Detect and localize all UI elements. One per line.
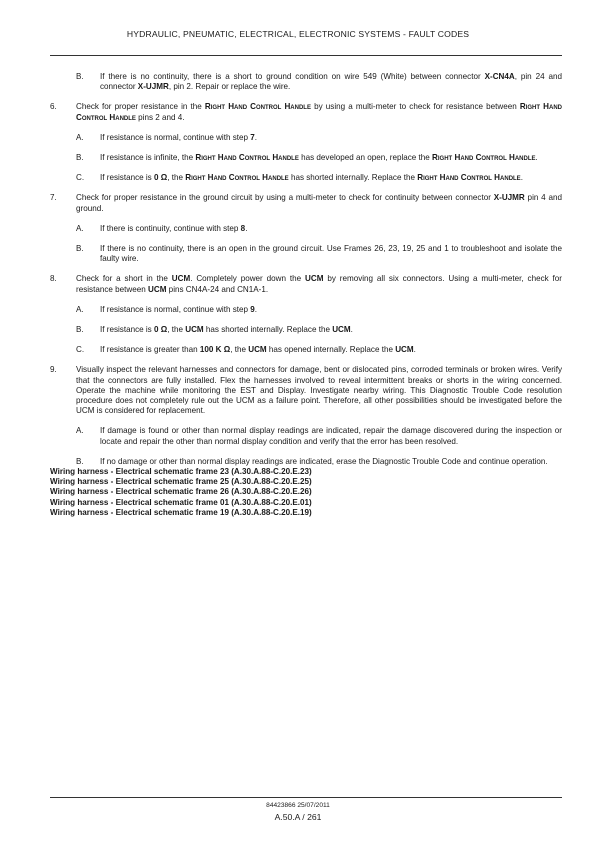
page-header: HYDRAULIC, PNEUMATIC, ELECTRICAL, ELECTRONIC SYSTEMS - FAULT CODES xyxy=(126,29,470,39)
substep-b-continuation xyxy=(50,72,562,92)
substep-letter: B. xyxy=(76,72,84,81)
step-7 xyxy=(50,193,562,264)
substep-8b: B. If resistance is 0 Ω, the UCM has shorted internally. Replace the UCM. xyxy=(76,325,353,335)
reference-link[interactable]: Wiring harness - Electrical schematic frame 19 (A.30.A.88-C.20.E.19) xyxy=(50,507,312,517)
page-number: A.50.A / 261 xyxy=(274,812,322,822)
substep-8c: C. If resistance is greater than 100 K Ω, the UCM has opened internally. Replace the UCM. xyxy=(76,345,416,355)
reference-link[interactable]: Wiring harness - Electrical schematic frame 26 (A.30.A.88-C.20.E.26) xyxy=(50,487,312,497)
substep-6c: C. If resistance is 0 Ω, the Right Hand Control Handle has shorted internally. Replace the Right Hand Control Handle. xyxy=(76,173,523,183)
step-number: 6. xyxy=(50,102,57,112)
step-text: Check for proper resistance in the Right Hand Control Handle by using a multi-meter to check for resistance between Right Hand Control Handle pins 2 and 4. xyxy=(76,102,562,122)
step-6 xyxy=(50,102,562,183)
reference-links xyxy=(50,467,562,518)
footer-divider xyxy=(50,797,562,798)
step-text: Check for proper resistance in the ground circuit by using a multi-meter to check for continuity between connector X-UJMR pin 4 and ground. xyxy=(76,193,562,213)
step-number: 9. xyxy=(50,365,57,375)
substep-7a: A. If there is continuity, continue with step 8. xyxy=(76,223,248,233)
substep-text: If there is no continuity, there is a short to ground condition on wire 549 (White) between connector X-CN4A, pin 24 and connector X-UJMR, pin 2. Repair or replace the wire. xyxy=(100,72,562,92)
substep-6b: B. If resistance is infinite, the Right Hand Control Handle has developed an open, replace the Right Hand Control Handle. xyxy=(76,153,538,163)
substep-7b: B. If there is no continuity, there is an open in the ground circuit. Use Frames 26, 23, 19, 25 and 1 to troubleshoot and isolate the faulty wire. xyxy=(76,244,562,264)
step-text: Visually inspect the relevant harnesses and connectors for damage, bent or dislocated pins, corroded terminals or broken wires. Verify that the connectors are fully installed. Flex the harnesses involved to reveal intermittent breaks or shorts in the wiring concerned. Operate the machine while monitoring the EST and Display. Investigate nearby wiring. This Diagnostic Trouble Code resolution procedure does not completely rule out the UCM as a failure point. Therefore, all other possibilities should be investigated before the UCM is considered for replacement. xyxy=(76,365,562,416)
substep-9b: B. If no damage or other than normal display readings are indicated, erase the Diagnostic Trouble Code and continue operation. xyxy=(76,456,548,466)
reference-link[interactable]: Wiring harness - Electrical schematic frame 25 (A.30.A.88-C.20.E.25) xyxy=(50,477,312,487)
step-9 xyxy=(50,365,562,467)
document-body xyxy=(50,72,562,518)
substep-8a: A. If resistance is normal, continue with step 9. xyxy=(76,304,258,314)
substep-6a: A. If resistance is normal, continue with step 7. xyxy=(76,132,258,142)
substep-9a: A. If damage is found or other than normal display readings are indicated, repair the damage discovered during the inspection or locate and repair the other than normal display condition and verify that the error has been resolved. xyxy=(76,426,562,446)
reference-link[interactable]: Wiring harness - Electrical schematic frame 23 (A.30.A.88-C.20.E.23) xyxy=(50,467,312,477)
step-number: 8. xyxy=(50,274,57,284)
reference-link[interactable]: Wiring harness - Electrical schematic frame 01 (A.30.A.88-C.20.E.01) xyxy=(50,497,312,507)
step-text: Check for a short in the UCM. Completely power down the UCM by removing all six connectors. Using a multi-meter, check for resistance between UCM pins CN4A-24 and CN1A-1. xyxy=(76,274,563,294)
document-code: 84423866 25/07/2011 xyxy=(266,802,330,809)
step-8 xyxy=(50,274,562,355)
step-number: 7. xyxy=(50,193,57,203)
header-divider xyxy=(50,55,562,56)
